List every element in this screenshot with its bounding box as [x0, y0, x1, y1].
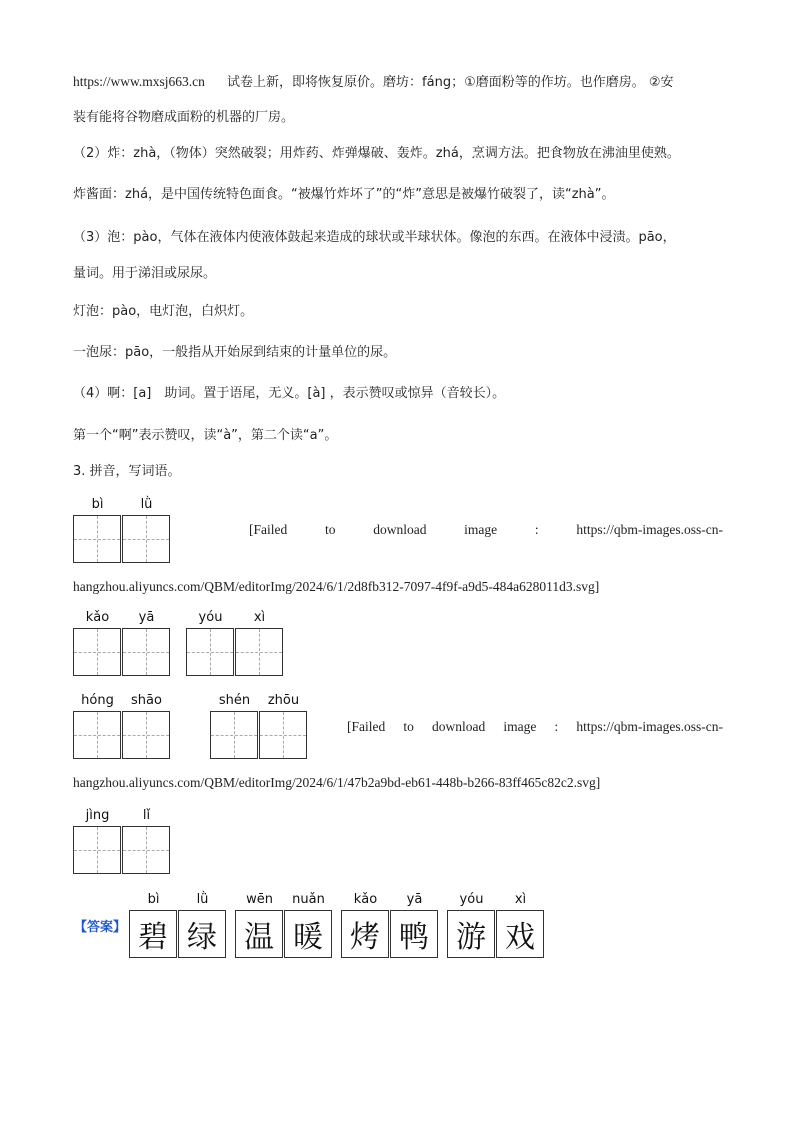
pinyin-label: shén [218, 693, 251, 708]
site-url: https://www.mxsj663.cn [73, 74, 205, 89]
line-7: 灯泡：pào，电灯泡，白炽灯。 [73, 304, 254, 319]
answer-box [235, 910, 283, 958]
writing-box[interactable] [122, 515, 170, 563]
pinyin-label: shāo [131, 693, 162, 708]
failed-word: to [403, 719, 414, 734]
writing-box[interactable] [210, 711, 258, 759]
failed-image-1-url-cont: hangzhou.aliyuncs.com/QBM/editorImg/2024/6/1/2d8fb312-7097-4f9f-a9d5-484a628011d3.svg] [73, 579, 600, 594]
answer-box [178, 910, 226, 958]
question-3-title: 3. 拼音，写词语。 [73, 464, 181, 479]
failed-image-1 [249, 522, 723, 538]
answer-pinyin: yā [406, 892, 423, 907]
answer-char: 绿 [187, 920, 217, 955]
writing-box[interactable] [122, 826, 170, 874]
failed-word: to [324, 522, 336, 537]
failed-word: image [464, 522, 498, 537]
failed-image-2-url-cont: hangzhou.aliyuncs.com/QBM/editorImg/2024/6/1/47b2a9bd-eb61-448b-b266-83ff465c82c2.svg] [73, 775, 601, 790]
answer-box [390, 910, 438, 958]
failed-word: download [373, 522, 427, 537]
writing-box[interactable] [259, 711, 307, 759]
writing-box[interactable] [122, 628, 170, 676]
line-8: 一泡尿：pāo，一般指从开始尿到结束的计量单位的尿。 [73, 345, 397, 360]
line-5: （3）泡：pào，气体在液体内使液体鼓起来造成的球状或半球状体。像泡的东西。在液体中浸渍。pāo， [73, 230, 676, 245]
failed-image-2 [347, 719, 723, 735]
answer-char: 暖 [293, 920, 323, 955]
answer-box [496, 910, 544, 958]
answer-pinyin: yóu [459, 892, 484, 907]
failed-word: [Failed [249, 522, 288, 537]
writing-box[interactable] [73, 628, 121, 676]
answer-char: 温 [244, 920, 274, 955]
writing-box[interactable] [73, 711, 121, 759]
pinyin-label: bì [91, 497, 104, 512]
line-10: 第一个“啊”表示赞叹，读“à”，第二个读“a”。 [73, 428, 338, 443]
failed-word: image [503, 719, 537, 734]
failed-word: download [431, 719, 486, 734]
writing-box[interactable] [73, 826, 121, 874]
answer-pinyin: nuǎn [292, 892, 325, 907]
mill-definition: 试卷上新，即将恢复原价。磨坊：fáng；①磨面粉等的作坊。也作磨房。 ②安 [227, 75, 674, 90]
answer-box [284, 910, 332, 958]
writing-box[interactable] [122, 711, 170, 759]
pinyin-label: xì [253, 610, 266, 625]
pinyin-label: hóng [81, 693, 114, 708]
answer-char: 烤 [350, 920, 380, 955]
answer-pinyin: xì [514, 892, 527, 907]
answer-char: 鸭 [399, 920, 429, 955]
line-3: （2）炸：zhà，（物体）突然破裂；用炸药、炸弹爆破、轰炸。zhá，烹调方法。把食物放在沸油里使熟。 [73, 146, 680, 161]
failed-word: : [554, 719, 559, 734]
answer-label: 【答案】 [74, 920, 127, 935]
answer-char: 游 [456, 920, 486, 955]
line-4: 炸酱面：zhá，是中国传统特色面食。“被爆竹炸坏了”的“炸”意思是被爆竹破裂了，读“zhà”。 [73, 187, 615, 202]
failed-word: https://qbm-images.oss-cn- [576, 522, 723, 537]
line-9: （4）啊：[a] 助词。置于语尾，无义。[à] ，表示赞叹或惊异（音较长）。 [73, 386, 506, 401]
line-1 [73, 73, 674, 92]
answer-char: 碧 [138, 920, 168, 955]
pinyin-label: kǎo [85, 610, 110, 625]
answer-pinyin: wēn [246, 892, 273, 907]
answer-box [129, 910, 177, 958]
failed-word: https://qbm-images.oss-cn- [576, 719, 723, 734]
pinyin-label: jìng [85, 808, 110, 823]
writing-box[interactable] [235, 628, 283, 676]
answer-pinyin: kǎo [353, 892, 378, 907]
answer-char: 戏 [505, 920, 535, 955]
writing-box[interactable] [186, 628, 234, 676]
answer-pinyin: bì [147, 892, 160, 907]
pinyin-label: zhōu [267, 693, 300, 708]
line-2: 装有能将谷物磨成面粉的机器的厂房。 [73, 110, 295, 125]
line-6: 量词。用于涕泪或尿尿。 [73, 266, 217, 281]
answer-box [447, 910, 495, 958]
pinyin-label: yā [138, 610, 155, 625]
pinyin-label: lǐ [142, 808, 151, 823]
failed-word: : [534, 522, 539, 537]
answer-pinyin: lǜ [196, 892, 209, 907]
failed-word: [Failed [347, 719, 386, 734]
pinyin-label: yóu [198, 610, 223, 625]
pinyin-label: lǜ [140, 497, 153, 512]
answer-box [341, 910, 389, 958]
writing-box[interactable] [73, 515, 121, 563]
